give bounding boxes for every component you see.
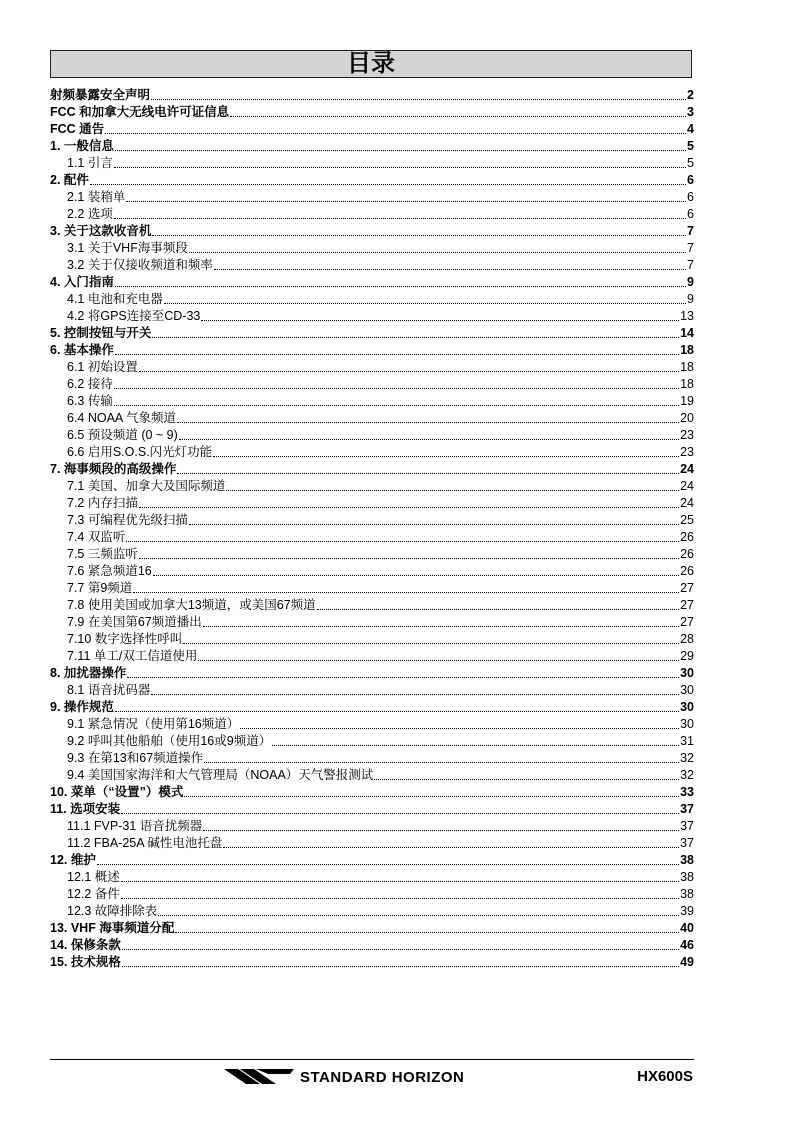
toc-entry-page: 7 (687, 241, 694, 255)
toc-entry[interactable] (50, 545, 694, 562)
toc-entry-page: 26 (680, 547, 694, 561)
toc-entry-page: 2 (687, 88, 694, 102)
toc-dot-leader (179, 439, 679, 440)
page-title: 目录 (50, 50, 692, 78)
toc-dot-leader (317, 609, 679, 610)
toc-dot-leader (189, 524, 679, 525)
toc-entry[interactable] (50, 715, 694, 732)
toc-dot-leader (374, 779, 679, 780)
toc-dot-leader (198, 660, 679, 661)
toc-entry-label: 9.4 美国国家海洋和大气管理局（NOAA）天气警报测试 (67, 768, 374, 782)
toc-entry-page: 38 (680, 870, 694, 884)
toc-entry-label: 7.4 双监听 (67, 530, 126, 544)
toc-entry[interactable] (50, 290, 694, 307)
toc-dot-leader (177, 422, 679, 423)
toc-entry-label: 2.2 选项 (67, 207, 113, 221)
toc-entry-label: 12. 维护 (50, 853, 96, 867)
toc-dot-leader (126, 201, 686, 202)
toc-dot-leader (177, 473, 679, 474)
toc-dot-leader (214, 269, 686, 270)
toc-entry[interactable] (50, 460, 694, 477)
toc-entry[interactable] (50, 851, 694, 868)
toc-entry[interactable] (50, 154, 694, 171)
toc-entry-label: 2. 配件 (50, 173, 89, 187)
toc-dot-leader (114, 218, 686, 219)
toc-dot-leader (126, 541, 679, 542)
toc-entry[interactable] (50, 698, 694, 715)
toc-dot-leader (223, 847, 679, 848)
toc-dot-leader (203, 830, 679, 831)
toc-dot-leader (203, 626, 679, 627)
model-number: HX600S (637, 1068, 693, 1085)
toc-entry-label: FCC 通告 (50, 122, 105, 136)
toc-entry-page: 25 (680, 513, 694, 527)
toc-entry[interactable] (50, 256, 694, 273)
toc-entry[interactable] (50, 494, 694, 511)
toc-entry-label: 6.1 初始设置 (67, 360, 138, 374)
toc-entry-label: 7.9 在美国第67频道播出 (67, 615, 202, 629)
toc-entry[interactable] (50, 307, 694, 324)
toc-dot-leader (240, 728, 679, 729)
toc-dot-leader (139, 371, 679, 372)
toc-entry-label: 12.3 故障排除表 (67, 904, 158, 918)
toc-dot-leader (121, 898, 679, 899)
toc-entry-page: 32 (680, 768, 694, 782)
toc-entry[interactable] (50, 222, 694, 239)
toc-entry[interactable] (50, 919, 694, 936)
toc-entry-page: 27 (680, 615, 694, 629)
toc-entry[interactable] (50, 171, 694, 188)
toc-entry-page: 31 (680, 734, 694, 748)
toc-entry[interactable] (50, 749, 694, 766)
toc-entry-page: 38 (680, 887, 694, 901)
toc-entry-label: 7.11 单工/双工信道使用 (67, 649, 198, 663)
toc-dot-leader (164, 303, 686, 304)
toc-entry-page: 29 (680, 649, 694, 663)
toc-entry-page: 30 (680, 700, 694, 714)
toc-dot-leader (152, 235, 686, 236)
toc-entry-label: 4.2 将GPS连接至CD-33 (67, 309, 201, 323)
toc-entry-label: 11.2 FBA-25A 碱性电池托盘 (67, 836, 223, 850)
toc-entry-label: 11. 选项安装 (50, 802, 121, 816)
toc-dot-leader (114, 388, 679, 389)
toc-entry-label: 9. 操作规范 (50, 700, 114, 714)
toc-entry-label: 1. 一般信息 (50, 139, 114, 153)
toc-dot-leader (133, 592, 679, 593)
toc-entry-label: 6.2 接待 (67, 377, 113, 391)
toc-dot-leader (153, 575, 679, 576)
toc-entry-page: 18 (680, 360, 694, 374)
toc-dot-leader (183, 643, 679, 644)
toc-entry[interactable] (50, 596, 694, 613)
toc-dot-leader (152, 337, 679, 338)
toc-entry-label: 12.2 备件 (67, 887, 120, 901)
toc-entry-label: 13. VHF 海事频道分配 (50, 921, 175, 935)
toc-entry-page: 24 (680, 496, 694, 510)
toc-entry-page: 46 (680, 938, 694, 952)
toc-dot-leader (90, 184, 686, 185)
toc-entry-page: 23 (680, 428, 694, 442)
toc-dot-leader (139, 507, 679, 508)
toc-entry-label: 7.8 使用美国或加拿大13频道，或美国67频道 (67, 598, 316, 612)
toc-entry-page: 38 (680, 853, 694, 867)
toc-entry[interactable] (50, 613, 694, 630)
toc-entry-label: 8. 加扰器操作 (50, 666, 127, 680)
toc-entry-label: 11.1 FVP-31 语音扰频器 (67, 819, 203, 833)
toc-dot-leader (121, 813, 679, 814)
toc-entry[interactable] (50, 137, 694, 154)
toc-dot-leader (213, 456, 679, 457)
toc-entry[interactable] (50, 324, 694, 341)
toc-entry-label: 7.7 第9频道 (67, 581, 133, 595)
toc-entry-page: 37 (680, 802, 694, 816)
toc-entry-label: 6.3 传输 (67, 394, 113, 408)
toc-entry-page: 28 (680, 632, 694, 646)
toc-dot-leader (139, 558, 679, 559)
toc-entry[interactable] (50, 188, 694, 205)
toc-entry[interactable] (50, 885, 694, 902)
toc-dot-leader (114, 405, 679, 406)
toc-entry[interactable] (50, 766, 694, 783)
toc-entry[interactable] (50, 409, 694, 426)
toc-dot-leader (201, 320, 679, 321)
toc-entry[interactable] (50, 426, 694, 443)
toc-entry-label: 6.5 预设频道 (0 ~ 9) (67, 428, 178, 442)
toc-entry[interactable] (50, 664, 694, 681)
toc-entry[interactable] (50, 834, 694, 851)
toc-dot-leader (189, 252, 686, 253)
toc-entry-label: 6.6 启用S.O.S.闪光灯功能 (67, 445, 213, 459)
toc-entry-page: 7 (687, 224, 694, 238)
toc-dot-leader (105, 133, 686, 134)
toc-dot-leader (115, 711, 679, 712)
toc-entry-page: 37 (680, 836, 694, 850)
toc-entry[interactable] (50, 783, 694, 800)
toc-entry[interactable] (50, 528, 694, 545)
toc-entry-label: 7.3 可编程优先级扫描 (67, 513, 188, 527)
toc-entry-page: 30 (680, 717, 694, 731)
toc-entry-page: 19 (680, 394, 694, 408)
toc-entry-page: 26 (680, 564, 694, 578)
toc-entry[interactable] (50, 120, 694, 137)
toc-dot-leader (115, 150, 686, 151)
toc-entry[interactable] (50, 681, 694, 698)
toc-entry[interactable] (50, 443, 694, 460)
brand-logo (224, 1066, 464, 1088)
toc-entry[interactable] (50, 273, 694, 290)
toc-dot-leader (127, 677, 679, 678)
toc-entry[interactable] (50, 732, 694, 749)
toc-entry-page: 27 (680, 598, 694, 612)
toc-entry-label: 5. 控制按钮与开关 (50, 326, 152, 340)
toc-entry[interactable] (50, 358, 694, 375)
toc-entry[interactable] (50, 205, 694, 222)
toc-entry[interactable] (50, 375, 694, 392)
toc-entry[interactable] (50, 239, 694, 256)
toc-entry-label: 12.1 概述 (67, 870, 120, 884)
toc-entry-label: 7. 海事频段的高级操作 (50, 462, 177, 476)
toc-entry-label: 10. 菜单（“设置”）模式 (50, 785, 184, 799)
toc-entry-label: 7.2 内存扫描 (67, 496, 138, 510)
toc-entry-page: 5 (687, 139, 694, 153)
toc-entry-label: 9.1 紧急情况（使用第16频道） (67, 717, 240, 731)
toc-entry[interactable] (50, 902, 694, 919)
toc-dot-leader (158, 915, 679, 916)
toc-entry-page: 26 (680, 530, 694, 544)
toc-entry[interactable] (50, 579, 694, 596)
toc-entry-label: 9.2 呼叫其他船舶（使用16或9频道） (67, 734, 272, 748)
toc-entry-page: 32 (680, 751, 694, 765)
toc-entry-page: 6 (687, 190, 694, 204)
toc-entry-page: 7 (687, 258, 694, 272)
toc-entry-page: 24 (680, 462, 694, 476)
toc-dot-leader (121, 881, 679, 882)
toc-entry-page: 4 (687, 122, 694, 136)
toc-entry[interactable] (50, 392, 694, 409)
toc-entry-label: 2.1 装箱单 (67, 190, 126, 204)
toc-dot-leader (115, 286, 686, 287)
toc-entry-label: 3.1 关于VHF海事频段 (67, 241, 188, 255)
toc-entry-label: 14. 保修条款 (50, 938, 121, 952)
toc-entry-label: 6. 基本操作 (50, 343, 114, 357)
toc-entry-page: 30 (680, 666, 694, 680)
toc-dot-leader (184, 796, 679, 797)
toc-entry[interactable] (50, 800, 694, 817)
toc-dot-leader (272, 745, 679, 746)
toc-entry-page: 18 (680, 377, 694, 391)
toc-entry-page: 14 (680, 326, 694, 340)
toc-entry-page: 33 (680, 785, 694, 799)
toc-entry-label: 4.1 电池和充电器 (67, 292, 163, 306)
toc-entry-label: 15. 技术规格 (50, 955, 121, 969)
toc-entry-label: 射频暴露安全声明 (50, 88, 151, 102)
toc-entry-label: 3. 关于这款收音机 (50, 224, 152, 238)
toc-entry-page: 6 (687, 207, 694, 221)
toc-entry[interactable] (50, 477, 694, 494)
toc-entry-page: 9 (687, 292, 694, 306)
toc-entry-page: 20 (680, 411, 694, 425)
toc-dot-leader (122, 966, 679, 967)
toc-entry-page: 49 (680, 955, 694, 969)
toc-entry[interactable] (50, 647, 694, 664)
toc-entry-page: 5 (687, 156, 694, 170)
toc-entry-label: 6.4 NOAA 气象频道 (67, 411, 177, 425)
toc-entry-label: 7.6 紧急频道16 (67, 564, 152, 578)
toc-dot-leader (226, 490, 679, 491)
toc-dot-leader (97, 864, 679, 865)
toc-dot-leader (204, 762, 679, 763)
toc-entry-page: 37 (680, 819, 694, 833)
standard-horizon-logo-icon (224, 1066, 294, 1088)
toc-entry[interactable] (50, 936, 694, 953)
toc-entry-page: 23 (680, 445, 694, 459)
toc-entry-label: 9.3 在第13和67频道操作 (67, 751, 204, 765)
toc-dot-leader (151, 99, 686, 100)
toc-entry[interactable] (50, 953, 694, 970)
toc-entry-page: 13 (680, 309, 694, 323)
toc-entry-page: 27 (680, 581, 694, 595)
toc-entry-label: 3.2 关于仅接收频道和频率 (67, 258, 213, 272)
toc-entry[interactable] (50, 86, 694, 103)
toc-entry-label: 7.1 美国、加拿大及国际频道 (67, 479, 226, 493)
toc-entry[interactable] (50, 562, 694, 579)
toc-dot-leader (114, 167, 686, 168)
toc-dot-leader (230, 116, 686, 117)
toc-entry-page: 39 (680, 904, 694, 918)
toc-entry-page: 18 (680, 343, 694, 357)
footer-divider (50, 1059, 694, 1060)
toc-entry[interactable] (50, 511, 694, 528)
toc-dot-leader (115, 354, 679, 355)
toc-dot-leader (122, 949, 679, 950)
toc-dot-leader (175, 932, 679, 933)
toc-entry[interactable] (50, 103, 694, 120)
toc-entry[interactable] (50, 630, 694, 647)
toc-entry-label: 8.1 语音扰码器 (67, 683, 151, 697)
toc-entry-page: 3 (687, 105, 694, 119)
toc-entry-page: 40 (680, 921, 694, 935)
toc-entry[interactable] (50, 868, 694, 885)
table-of-contents (50, 86, 694, 970)
toc-entry-page: 30 (680, 683, 694, 697)
toc-entry-label: 1.1 引言 (67, 156, 113, 170)
toc-entry-page: 6 (687, 173, 694, 187)
toc-entry[interactable] (50, 341, 694, 358)
toc-entry-label: 7.10 数字选择性呼叫 (67, 632, 183, 646)
brand-name: STANDARD HORIZON (300, 1068, 465, 1086)
toc-entry[interactable] (50, 817, 694, 834)
toc-dot-leader (151, 694, 679, 695)
toc-entry-label: 4. 入门指南 (50, 275, 114, 289)
toc-entry-page: 24 (680, 479, 694, 493)
toc-entry-page: 9 (687, 275, 694, 289)
toc-entry-label: FCC 和加拿大无线电许可证信息 (50, 105, 230, 119)
toc-entry-label: 7.5 三频监听 (67, 547, 138, 561)
